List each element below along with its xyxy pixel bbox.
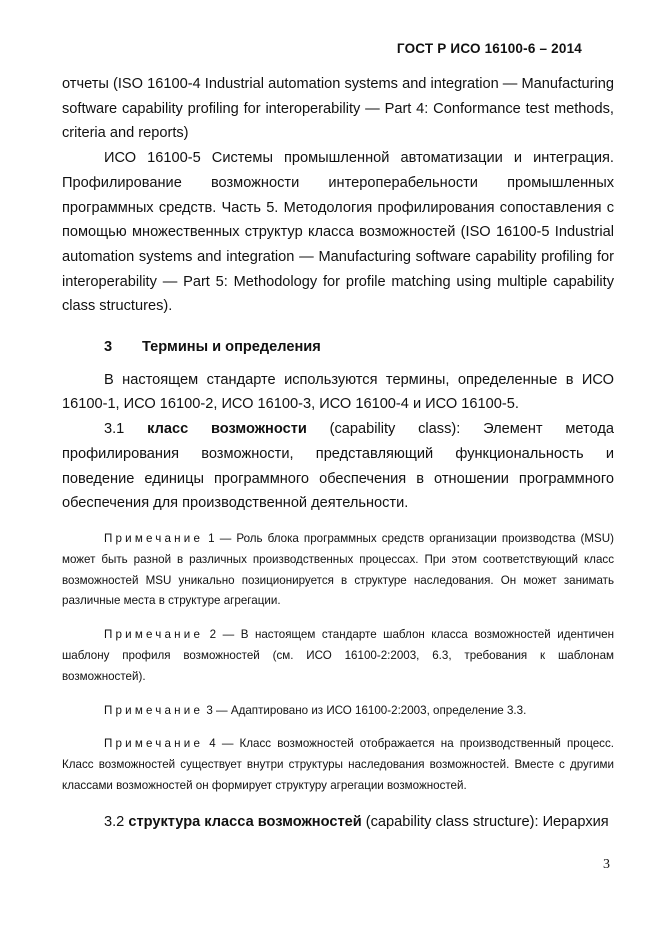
term-number: 3.1 <box>104 421 125 438</box>
note-label: Примечание <box>104 737 204 751</box>
paragraph-iso-16100-4: отчеты (ISO 16100-4 Industrial automation systems and integration — Manufacturing software capability profiling for interoperability — Part 4: Conformance test methods, criteria and reports) <box>62 76 614 142</box>
page-number: 3 <box>603 857 610 872</box>
note-text: Класс возможностей отображается на производственный процесс. Класс возможностей существует внутри структуры наследования возможностей. Вместе с другими классами возможностей он формирует структуру агрегации возможностей. <box>62 737 614 792</box>
note-1 <box>62 529 614 612</box>
note-label: Примечание <box>104 628 204 642</box>
term-definition: (capability class structure): Иерархия <box>365 813 609 830</box>
note-dash: — <box>219 531 232 545</box>
section-heading <box>104 335 614 360</box>
note-number: 2 <box>209 628 217 642</box>
term-name: структура класса возможностей <box>128 813 362 830</box>
note-3 <box>62 701 614 722</box>
note-text: Адаптировано из ИСО 16100-2:2003, определение 3.3. <box>230 703 527 717</box>
note-label: Примечание <box>104 531 204 545</box>
note-2 <box>62 625 614 687</box>
note-4 <box>62 734 614 796</box>
term-definition-3-1 <box>62 417 614 516</box>
term-definition: (capability class): Элемент метода профилирования возможности, представляющий функциональность и поведение единицы программного обеспечения в отношении программного обеспечения для производственной деятельности. <box>62 421 614 512</box>
note-number: 3 <box>206 703 213 717</box>
section-intro: В настоящем стандарте используются термины, определенные в ИСО 16100-1, ИСО 16100-2, ИСО 16100-3, ИСО 16100-4 и ИСО 16100-5. <box>62 371 614 413</box>
note-dash: — <box>216 703 228 717</box>
note-text: В настоящем стандарте шаблон класса возможностей идентичен шаблону профиля возможностей (см. ИСО 16100-2:2003, 6.3, требования к шаблонам возможностей). <box>62 628 614 683</box>
section-number: 3 <box>104 339 113 356</box>
term-name: класс возможности <box>147 421 307 438</box>
section-title: Термины и определения <box>142 339 321 356</box>
term-definition-3-2 <box>62 810 614 835</box>
note-text: Роль блока программных средств организации производства (MSU) может быть разной в различных производственных процессах. При этом соответствующий класс возможностей MSU уникально позиционируется в структуре наследования. Он может занимать различные места в структуре агрегации. <box>62 531 614 608</box>
note-dash: — <box>222 628 235 642</box>
note-dash: — <box>221 737 234 751</box>
paragraph-iso-16100-5: ИСО 16100-5 Системы промышленной автоматизации и интеграция. Профилирование возможности интероперабельности промышленных программных средств. Часть 5. Методология профилирования сопоставления с помощью множественных структур класса возможностей (ISO 16100-5 Industrial automation systems and integration — Manufacturing software capability profiling for interoperability — Part 5: Methodology for profile matching using multiple capability class structures). <box>62 150 614 315</box>
page-body <box>62 72 614 834</box>
note-number: 4 <box>209 737 216 751</box>
note-number: 1 <box>208 531 215 545</box>
note-label: Примечание <box>104 703 204 717</box>
term-number: 3.2 <box>104 813 125 830</box>
document-header: ГОСТ Р ИСО 16100-6 – 2014 <box>396 41 582 56</box>
